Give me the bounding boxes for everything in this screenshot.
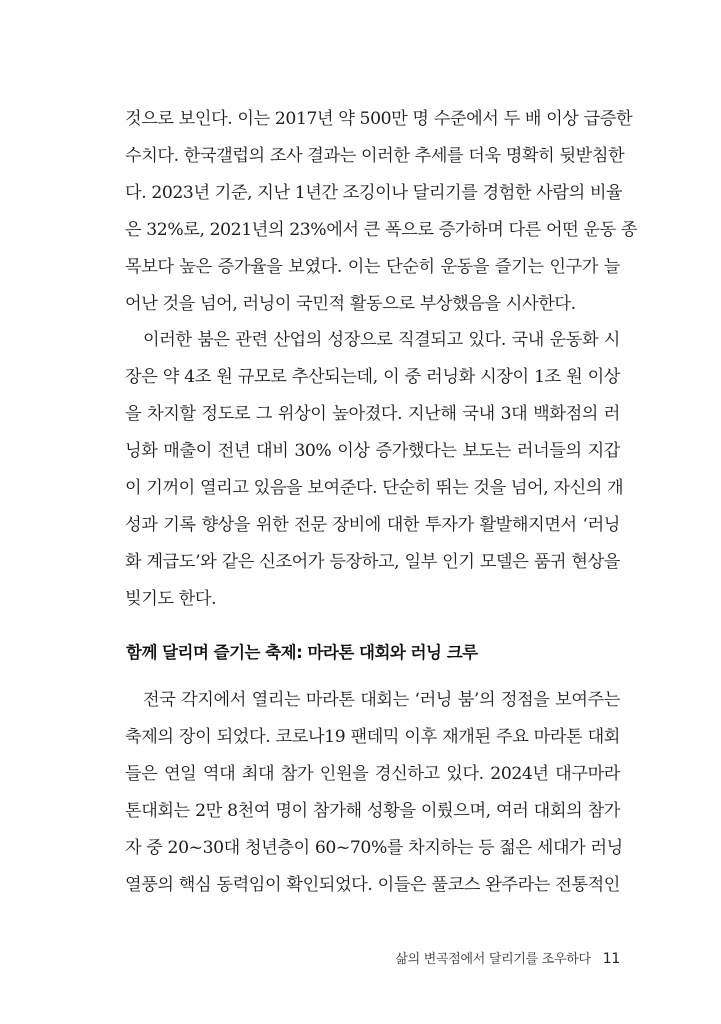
paragraph-line: 열풍의 핵심 동력임이 확인되었다. 이들은 풀코스 완주라는 전통적인 [125, 875, 620, 895]
paragraph-line: 은 32%로, 2021년의 23%에서 큰 폭으로 증가하며 다른 어떤 운동 종 [125, 220, 638, 240]
paragraph-line: 것으로 보인다. 이는 2017년 약 500만 명 수준에서 두 배 이상 급증한 [125, 109, 633, 129]
paragraph-line: 닝화 매출이 전년 대비 30% 이상 증가했다는 보도는 러너들의 지갑 [125, 441, 620, 461]
section-heading: 함께 달리며 즐기는 축제: 마라톤 대회와 러닝 크루 [126, 643, 478, 662]
paragraph-line: 어난 것을 넘어, 러닝이 국민적 활동으로 부상했음을 시사한다. [125, 294, 576, 314]
paragraph-line: 을 차지할 정도로 그 위상이 높아졌다. 지난해 국내 3대 백화점의 러 [125, 404, 620, 424]
page-number: 11 [602, 951, 620, 967]
paragraph-line: 수치다. 한국갤럽의 조사 결과는 이러한 추세를 더욱 명확히 뒷받침한 [125, 146, 625, 166]
paragraph-line: 다. 2023년 기준, 지난 1년간 조깅이나 달리기를 경험한 사람의 비율 [125, 183, 623, 203]
paragraph-line: 빚기도 한다. [125, 589, 217, 609]
paragraph-line: 장은 약 4조 원 규모로 추산되는데, 이 중 러닝화 시장이 1조 원 이상 [125, 367, 620, 387]
paragraph-line: 화 계급도’와 같은 신조어가 등장하고, 일부 인기 모델은 품귀 현상을 [125, 552, 620, 572]
paragraph-line: 이러한 붐은 관련 산업의 성장으로 직결되고 있다. 국내 운동화 시 [143, 330, 620, 350]
paragraph-line: 축제의 장이 되었다. 코로나19 팬데믹 이후 재개된 주요 마라톤 대회 [125, 727, 620, 747]
paragraph-line: 이 기꺼이 열리고 있음을 보여준다. 단순히 뛰는 것을 넘어, 자신의 개 [125, 478, 624, 498]
paragraph-line: 들은 연일 역대 최대 참가 인원을 경신하고 있다. 2024년 대구마라 [125, 764, 620, 784]
paragraph-line: 자 중 20~30대 청년층이 60~70%를 차지하는 등 젊은 세대가 러닝 [125, 838, 623, 858]
running-title: 삶의 변곡점에서 달리기를 조우하다 [395, 952, 591, 967]
paragraph-line: 목보다 높은 증가율을 보였다. 이는 단순히 운동을 즐기는 인구가 늘 [125, 257, 620, 277]
paragraph-line: 전국 각지에서 열리는 마라톤 대회는 ‘러닝 붐’의 정점을 보여주는 [143, 690, 620, 710]
page-footer [395, 950, 620, 969]
paragraph-line: 톤대회는 2만 8천여 명이 참가해 성황을 이뤘으며, 여러 대회의 참가 [125, 801, 620, 821]
paragraph-line: 성과 기록 향상을 위한 전문 장비에 대한 투자가 활발해지면서 ‘러닝 [125, 515, 620, 535]
